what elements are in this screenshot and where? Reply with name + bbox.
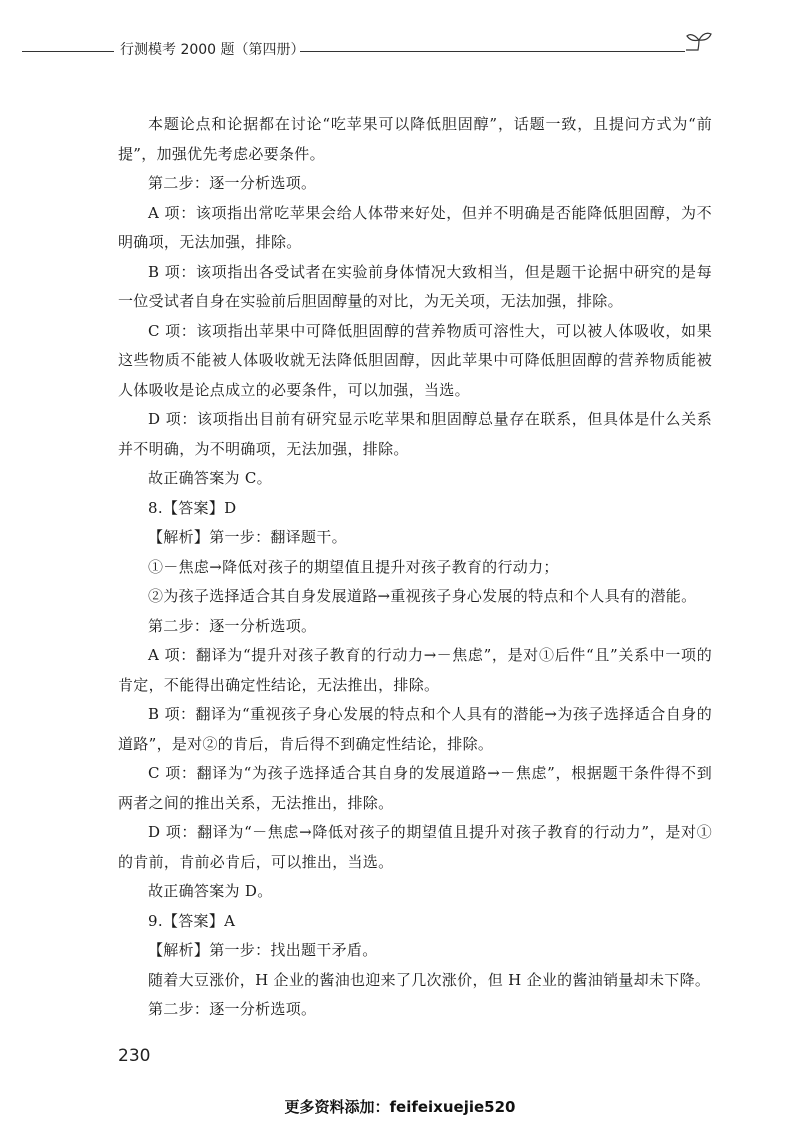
page-number: 230: [118, 1046, 151, 1066]
paragraph: D 项：翻译为“－焦虑→降低对孩子的期望值且提升对孩子教育的行动力”，是对①的肯前，肯前必肯后，可以推出，当选。: [118, 823, 712, 871]
paragraph: 本题论点和论据都在讨论“吃苹果可以降低胆固醇”，话题一致，且提问方式为“前提”，加强优先考虑必要条件。: [118, 115, 712, 163]
paragraph: B 项：翻译为“重视孩子身心发展的特点和个人具有的潜能→为孩子选择适合自身的道路”，是对②的肯后，肯后得不到确定性结论，排除。: [118, 705, 712, 753]
paragraph: 第二步：逐一分析选项。: [148, 616, 317, 635]
paragraph: A 项：翻译为“提升对孩子教育的行动力→－焦虑”，是对①后件“且”关系中一项的肯定，不能得出确定性结论，无法推出，排除。: [118, 646, 712, 694]
paragraph: C 项：该项指出苹果中可降低胆固醇的营养物质可溶性大，可以被人体吸收，如果这些物质不能被人体吸收就无法降低胆固醇，因此苹果中可降低胆固醇的营养物质能被人体吸收是论点成立的必要条件，可以加强，当选。: [118, 321, 712, 399]
header-rule-left: [22, 51, 114, 52]
paragraph: D 项：该项指出目前有研究显示吃苹果和胆固醇总量存在联系，但具体是什么关系并不明确，为不明确项，无法加强，排除。: [118, 410, 712, 458]
paragraph: 第二步：逐一分析选项。: [148, 174, 317, 192]
footer-note: 更多资料添加：feifeixuejie520: [284, 1098, 516, 1116]
answer-heading: 9.【答案】A: [148, 911, 236, 930]
paragraph: A 项：该项指出常吃苹果会给人体带来好处，但并不明确是否能降低胆固醇，为不明确项，无法加强，排除。: [118, 203, 712, 251]
paragraph: 故正确答案为 C。: [148, 469, 272, 487]
paragraph: 故正确答案为 D。: [148, 882, 273, 900]
paragraph: ②为孩子选择适合其自身发展道路→重视孩子身心发展的特点和个人具有的潜能。: [148, 587, 697, 605]
header-rule-right: [300, 51, 685, 52]
paragraph: 【解析】第一步：翻译题干。: [148, 528, 347, 546]
paragraph: 第二步：逐一分析选项。: [148, 1000, 317, 1018]
running-header: [0, 30, 800, 60]
paragraph: 随着大豆涨价，H 企业的酱油也迎来了几次涨价，但 H 企业的酱油销量却未下降。: [148, 970, 711, 989]
paragraph: B 项：该项指出各受试者在实验前身体情况大致相当，但是题干论据中研究的是每一位受试者自身在实验前后胆固醇量的对比，为无关项，无法加强，排除。: [118, 262, 712, 310]
paragraph: 【解析】第一步：找出题干矛盾。: [148, 941, 378, 959]
paragraph: ①－焦虑→降低对孩子的期望值且提升对孩子教育的行动力；: [148, 557, 559, 576]
body-text: [118, 110, 712, 1025]
paragraph: C 项：翻译为“为孩子选择适合其自身的发展道路→－焦虑”，根据题干条件得不到两者之间的推出关系，无法推出，排除。: [118, 764, 712, 812]
sprout-icon: [684, 30, 714, 54]
header-title: 行测模考 2000 题（第四册）: [120, 42, 305, 58]
answer-heading: 8.【答案】D: [148, 498, 237, 517]
